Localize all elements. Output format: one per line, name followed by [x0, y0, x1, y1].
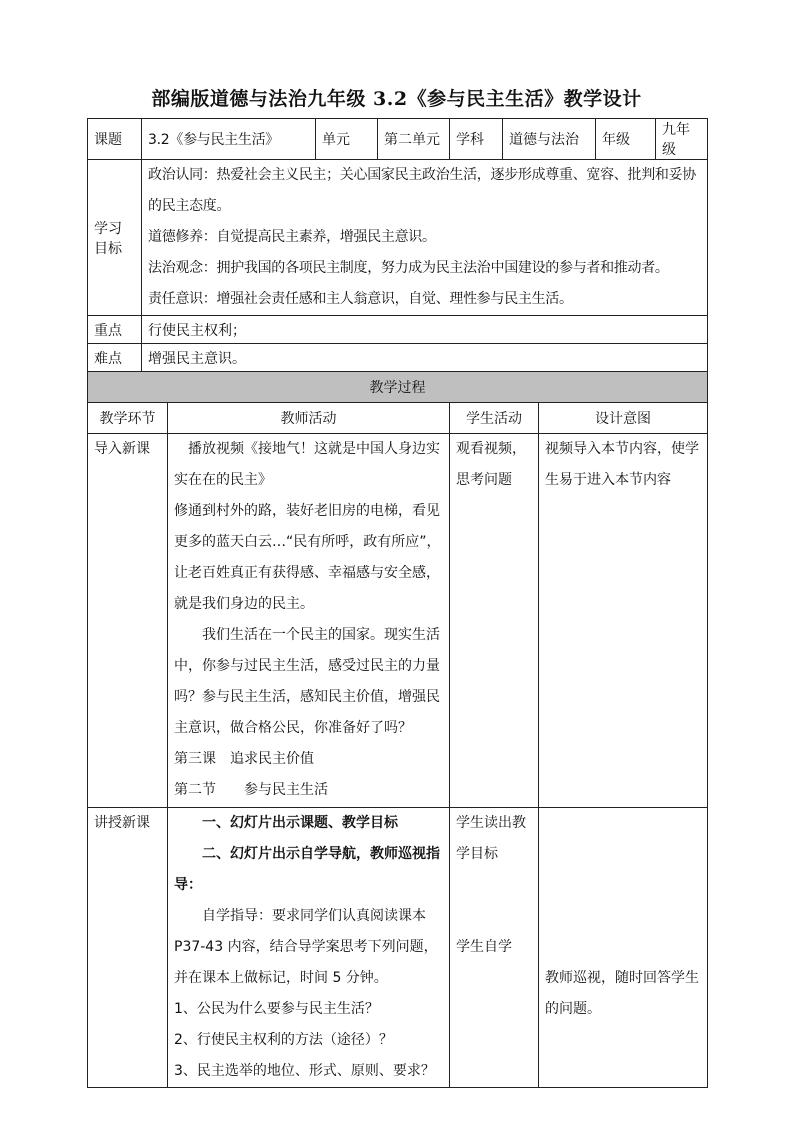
- goals-row: [88, 160, 708, 316]
- intro-row: [88, 434, 708, 808]
- unit-value: 第二单元: [378, 119, 450, 160]
- lecture-question-1: 1、公民为什么要参与民主生活？: [174, 1001, 379, 1017]
- col-teacher: 教师活动: [168, 403, 450, 434]
- grade-label: 年级: [596, 119, 656, 160]
- intro-description-text: 修通到村外的路，装好老旧房的电梯，看见更多的蓝天白云…“民有所呼，政有所应”，让老百姓真正有获得感、幸福感与安全感，就是我们身边的民主。: [174, 503, 441, 612]
- lecture-teacher: [168, 808, 450, 1088]
- key-label: 重点: [88, 316, 142, 344]
- lecture-question-2: 2、行使民主权利的方法（途径）？: [174, 1032, 393, 1048]
- lecture-student: [450, 808, 539, 1088]
- info-row: [88, 119, 708, 160]
- lecture-intent-text: 教师巡视，随时回答学生的问题。: [545, 970, 699, 1017]
- intro-teacher: [168, 434, 450, 808]
- lecture-self-study-guide: 自学指导：要求同学们认真阅读课本 P37-43 内容，结合导学案思考下列问题，并在课本上做标记，时间 5 分钟。: [174, 908, 438, 986]
- goals-label: [88, 160, 142, 316]
- discipline-value: 道德与法治: [503, 119, 596, 160]
- intro-question-text: 我们生活在一个民主的国家。现实生活中，你参与过民主生活，感受过民主的力量吗？参与民主生活，感知民主价值，增强民主意识，做合格公民，你准备好了吗？: [174, 627, 440, 736]
- subject-value: 3.2《参与民主生活》: [142, 119, 316, 160]
- col-intent: 设计意图: [539, 403, 708, 434]
- lecture-step-two: 二、幻灯片出示自学导航，教师巡视指导：: [174, 846, 440, 893]
- column-header-row: [88, 403, 708, 434]
- col-stage: 教学环节: [88, 403, 168, 434]
- goal-legal: 法治观念：拥护我国的各项民主制度，努力成为民主法治中国建设的参与者和推动者。: [148, 260, 669, 276]
- key-value: 行使民主权利；: [142, 316, 708, 344]
- lecture-row: [88, 808, 708, 1088]
- intro-student: 观看视频，思考问题: [450, 434, 539, 808]
- goals-content: [142, 160, 708, 316]
- lesson-plan-table: [87, 118, 708, 1088]
- lecture-stage: 讲授新课: [88, 808, 168, 1088]
- col-student: 学生活动: [450, 403, 539, 434]
- unit-label: 单元: [316, 119, 378, 160]
- goal-moral: 道德修养：自觉提高民主素养，增强民主意识。: [148, 229, 436, 245]
- subject-label: 课题: [88, 119, 142, 160]
- process-header: 教学过程: [88, 372, 708, 403]
- goals-label-line1: 学习: [94, 220, 122, 237]
- process-header-row: [88, 372, 708, 403]
- discipline-label: 学科: [450, 119, 503, 160]
- goal-responsibility: 责任意识：增强社会责任感和主人翁意识，自觉、理性参与民主生活。: [148, 291, 573, 307]
- intro-section-title: 第二节 参与民主生活: [174, 782, 328, 798]
- lecture-student-self-study: 学生自学: [456, 939, 512, 955]
- intro-intent: 视频导入本节内容，使学生易于进入本节内容: [539, 434, 708, 808]
- grade-value: 九年级: [656, 119, 708, 160]
- intro-video-text: 播放视频《接地气！这就是中国人身边实实在在的民主》: [174, 441, 440, 488]
- difficulty-value: 增强民主意识。: [142, 344, 708, 372]
- goals-label-line2: 目标: [94, 240, 122, 257]
- difficulty-row: [88, 344, 708, 372]
- lecture-student-read: 学生读出教学目标: [456, 815, 526, 862]
- lecture-question-3: 3、民主选举的地位、形式、原则、要求？: [174, 1063, 435, 1079]
- intro-stage: 导入新课: [88, 434, 168, 808]
- goal-political: 政治认同：热爱社会主义民主；关心国家民主政治生活，逐步形成尊重、宽容、批判和妥协的民主态度。: [148, 167, 696, 214]
- key-row: [88, 316, 708, 344]
- intro-lesson-title: 第三课 追求民主价值: [174, 751, 314, 767]
- difficulty-label: 难点: [88, 344, 142, 372]
- page-title: 部编版道德与法治九年级 3.2《参与民主生活》教学设计: [151, 88, 642, 110]
- lecture-intent: [539, 808, 708, 1088]
- lecture-step-one: 一、幻灯片出示课题、教学目标: [202, 815, 398, 831]
